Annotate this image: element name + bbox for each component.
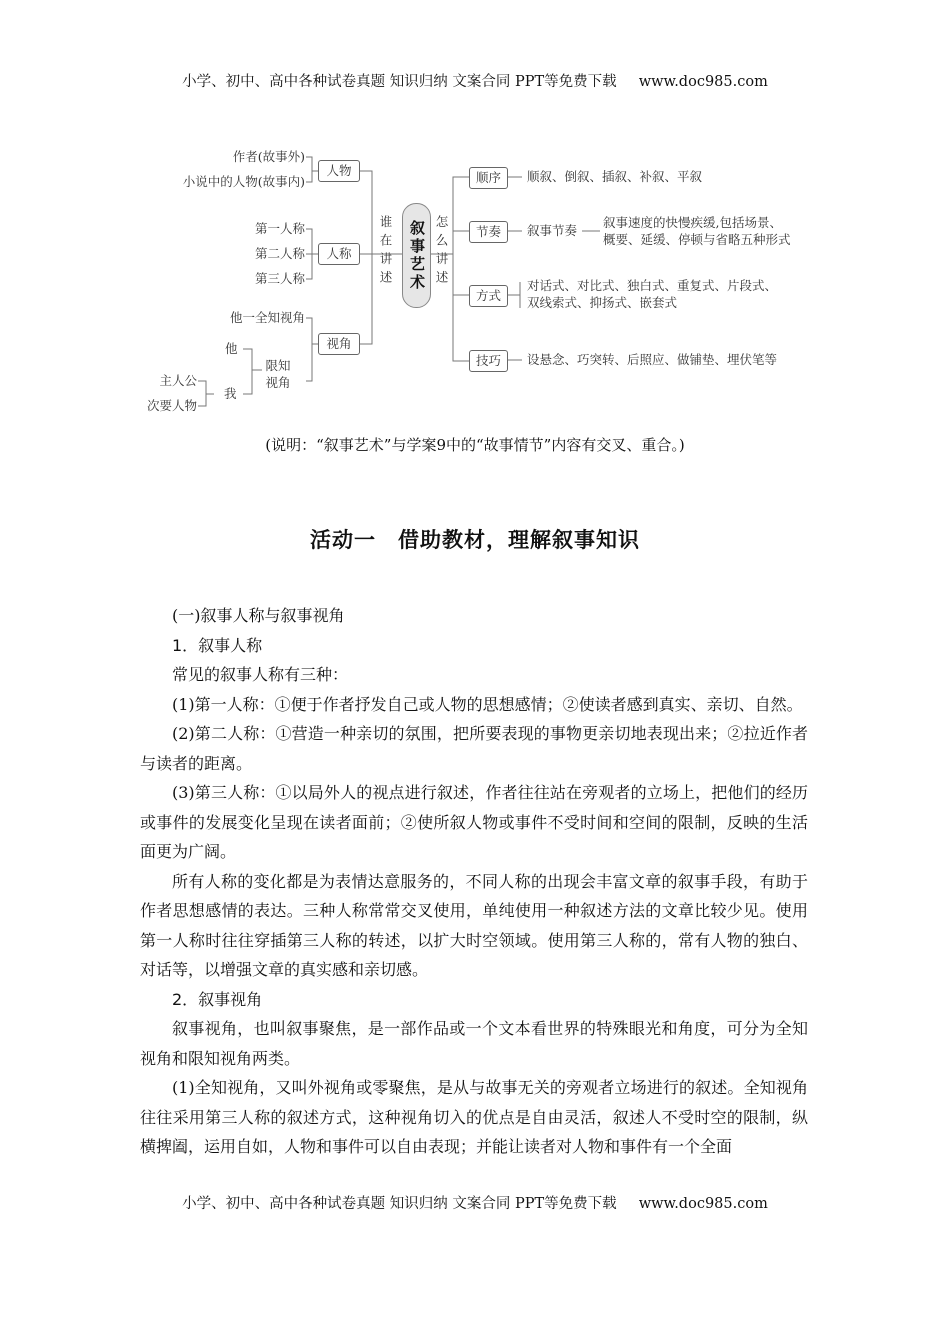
paragraph: 叙事视角，也叫叙事聚焦，是一部作品或一个文本看世界的特殊眼光和角度，可分为全知视角和限知视角两类。: [140, 1019, 808, 1068]
box-person: 人称: [318, 243, 360, 265]
box-order: 顺序: [469, 167, 508, 189]
section-heading: (一)叙事人称与叙事视角: [172, 606, 345, 625]
box-mode: 方式: [469, 285, 508, 307]
footer-url[interactable]: www.doc985.com: [638, 1196, 768, 1212]
subheading-narrative-perspective: 2．叙事视角: [172, 989, 263, 1009]
node-protagonist: 主人公: [159, 373, 197, 388]
center-node: 叙事艺术: [402, 203, 431, 308]
order-text: 顺叙、倒叙、插叙、补叙、平叙: [527, 169, 703, 184]
node-omniscient: 他一全知视角: [229, 310, 305, 325]
mode-text-2: 双线索式、抑扬式、嵌套式: [527, 295, 678, 310]
box-characters: 人物: [318, 160, 360, 182]
box-technique: 技巧: [469, 350, 508, 372]
technique-text: 设悬念、巧突转、后照应、做铺垫、埋伏笔等: [527, 352, 778, 367]
rhythm-text-1: 叙事速度的快慢疾缓,包括场景、: [603, 215, 782, 230]
paragraph: (3)第三人称：①以局外人的视点进行叙述，作者往往站在旁观者的立场上，把他们的经历或事件的发展变化呈现在读者面前；②使所叙人物或事件不受时间和空间的限制，反映的生活面更为广阔。: [140, 783, 808, 861]
footer-text: 小学、初中、高中各种试卷真题 知识归纳 文案合同 PPT等免费下载: [182, 1196, 617, 1212]
node-character: 小说中的人物(故事内): [182, 174, 305, 189]
node-minor-character: 次要人物: [146, 398, 197, 413]
box-rhythm: 节奏: [469, 221, 508, 243]
rhythm-sub: 叙事节奏: [527, 223, 578, 238]
node-author: 作者(故事外): [232, 149, 305, 164]
diagram-note: (说明：“叙事艺术”与学案9中的“故事情节”内容有交叉、重合。): [265, 436, 685, 454]
page-footer: [0, 1192, 950, 1213]
header-text: 小学、初中、高中各种试卷真题 知识归纳 文案合同 PPT等免费下载: [182, 74, 617, 90]
paragraph: 所有人称的变化都是为表情达意服务的，不同人称的出现会丰富文章的叙事手段，有助于作者思想感情的表达。三种人称常常交叉使用，单纯使用一种叙述方法的文章比较少见。使用第一人称时往往穿插第三人称的转述，以扩大时空领域。使用第三人称的，常有人物的独白、对话等，以增强文章的真实感和亲切感。: [140, 871, 808, 979]
activity-title: 活动一 借助教材，理解叙事知识: [310, 528, 640, 552]
box-perspective: 视角: [318, 333, 360, 355]
node-he: 他: [225, 341, 238, 356]
node-second-person: 第二人称: [254, 246, 305, 261]
label-how-narrate: 怎么讲述: [434, 215, 449, 289]
body-text: [140, 601, 808, 1162]
mode-text-1: 对话式、对比式、独白式、重复式、片段式、: [527, 278, 778, 293]
paragraph: (2)第二人称：①营造一种亲切的氛围，把所要表现的事物更亲切地表现出来；②拉近作者与读者的距离。: [140, 724, 808, 773]
node-me: 我: [224, 386, 237, 401]
paragraph: (1)全知视角，又叫外视角或零聚焦，是从与故事无关的旁观者立场进行的叙述。全知视角往往采用第三人称的叙述方式，这种视角切入的优点是自由灵活，叙述人不受时空的限制，纵横捭阖，运用自如，人物和事件可以自由表现；并能让读者对人物和事件有一个全面: [140, 1078, 808, 1156]
node-limited: 限知视角: [265, 358, 291, 390]
node-first-person: 第一人称: [254, 221, 305, 236]
node-third-person: 第三人称: [254, 271, 305, 286]
paragraph: (1)第一人称：①便于作者抒发自己或人物的思想感情；②使读者感到真实、亲切、自然。: [172, 694, 803, 714]
label-who-narrates: 谁在讲述: [378, 215, 393, 289]
subheading-narrative-person: 1．叙事人称: [172, 635, 263, 655]
rhythm-text-2: 概要、延缓、停顿与省略五种形式: [603, 232, 791, 247]
paragraph: 常见的叙事人称有三种：: [172, 665, 349, 684]
header-url[interactable]: www.doc985.com: [638, 74, 768, 90]
